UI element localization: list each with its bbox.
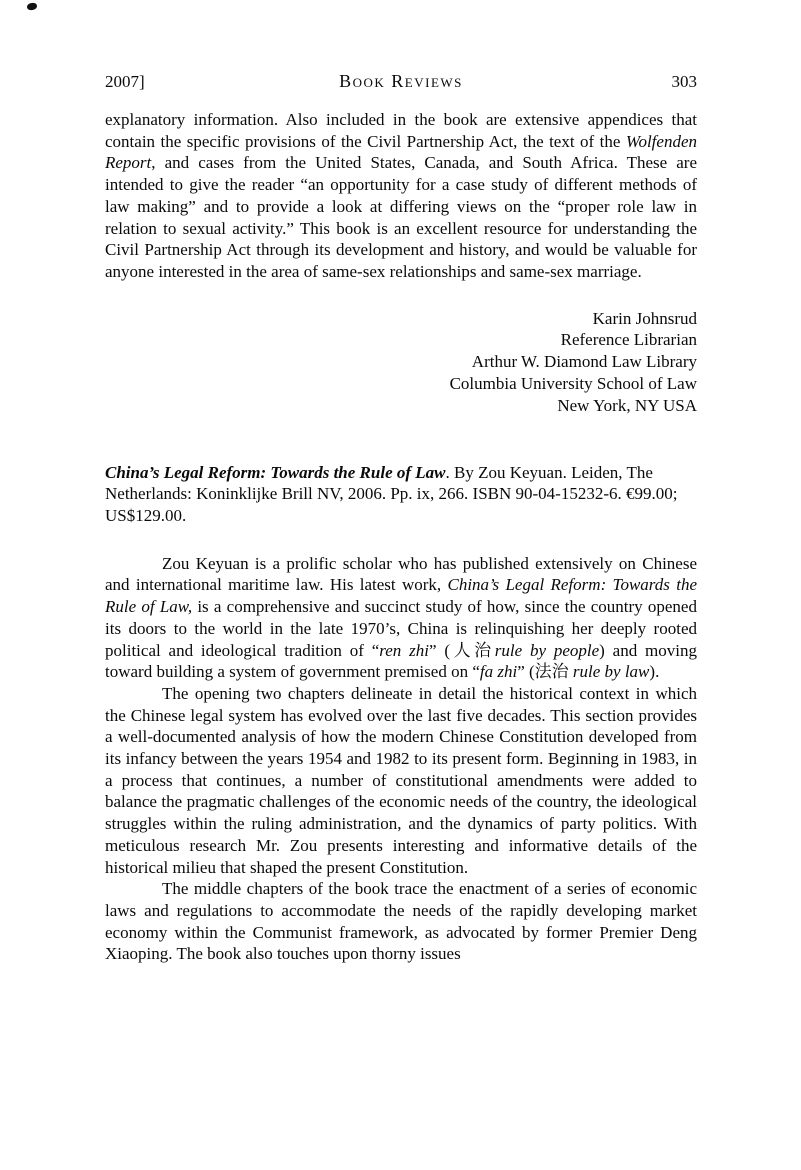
text-run: China’s Legal Reform: Towards the Rule of Law (105, 462, 446, 482)
text-run: The opening two chapters delineate in detail the historical context in which the Chinese legal system has evolved over the last five decades. This section provides a well-documented analysis of how the modern Chinese Constitution developed from its infancy between the years 1954 and 1982 to its present form. Beginning in 1983, in a process that continues, a number of constitutional amendments were added to balance the pragmatic challenges of the economic needs of the country, the ideological struggles within the ruling administration, and the dynamics of party politics. With meticulous research Mr. Zou presents interesting and informative details of the historical milieu that shaped the present Constitution. (105, 683, 697, 877)
page-content (105, 70, 697, 965)
text-run: rule by law (572, 662, 650, 682)
header-year: 2007] (105, 72, 145, 91)
text-run: ). (649, 662, 660, 682)
text-run: China’s Legal Reform: Towards the Rule of Law, (105, 575, 697, 617)
text-run: , and cases from the United States, Canada, and South Africa. These are intended to give the reader “an opportunity for a case study of different methods of law making” and to provide a look at differing views on the “proper role law in relation to sexual activity.” This book is an excellent resource for understanding the Civil Partnership Act through its development and history, and would be valuable for anyone interested in the area of same-sex relationships and same-sex marriage. (105, 153, 697, 281)
header-page-number: 303 (671, 72, 697, 91)
scan-artifact (26, 2, 37, 11)
text-run: Zou Keyuan is a prolific scholar who has published extensively on Chinese and international maritime law. His latest work, (105, 553, 697, 595)
signature-block (105, 308, 697, 417)
text-run: fa zhi (479, 662, 518, 682)
review2-paragraph-2 (105, 683, 697, 878)
signature-line-title: Reference Librarian (560, 330, 697, 350)
text-run: explanatory information. Also included in the book are extensive appendices that contain the specific provisions of the Civil Partnership Act, the text of the (105, 110, 697, 151)
review2-paragraph-3 (105, 878, 697, 965)
review2-paragraph-1 (105, 553, 697, 683)
text-run: Wolfenden Report (105, 131, 697, 173)
review1-paragraph (105, 109, 697, 283)
text-run: is a comprehensive and succinct study of how, since the country opened its doors to the world in the late 1970’s, China is relinquishing her deeply rooted political and ideological tradition of “ (105, 597, 697, 660)
review2-heading (105, 462, 697, 527)
signature-line-name: Karin Johnsrud (592, 308, 697, 328)
text-run: ) and moving toward building a system of government premised on “ (105, 640, 697, 682)
page-header (105, 70, 697, 93)
signature-line-institution: Columbia University School of Law (449, 374, 697, 394)
header-journal-section-title: Book Reviews (339, 71, 463, 91)
text-run: ren zhi (379, 640, 429, 660)
text-run: ” (人治 (428, 640, 495, 660)
text-run: The middle chapters of the book trace the enactment of a series of economic laws and regulations to accommodate the needs of the rapidly developing market economy within the Communist framework, as advocated by former Premier Deng Xiaoping. The book also touches upon thorny issues (105, 879, 697, 964)
text-run: ” (法治 (517, 662, 573, 682)
signature-line-library: Arthur W. Diamond Law Library (471, 352, 697, 372)
signature-line-location: New York, NY USA (557, 395, 697, 415)
text-run: . By Zou Keyuan. Leiden, The Netherlands: Koninklijke Brill NV, 2006. Pp. ix, 266. ISBN 90-04-15232-6. €99.00; US$129.00. (105, 462, 678, 526)
text-run: rule by people (494, 640, 600, 660)
